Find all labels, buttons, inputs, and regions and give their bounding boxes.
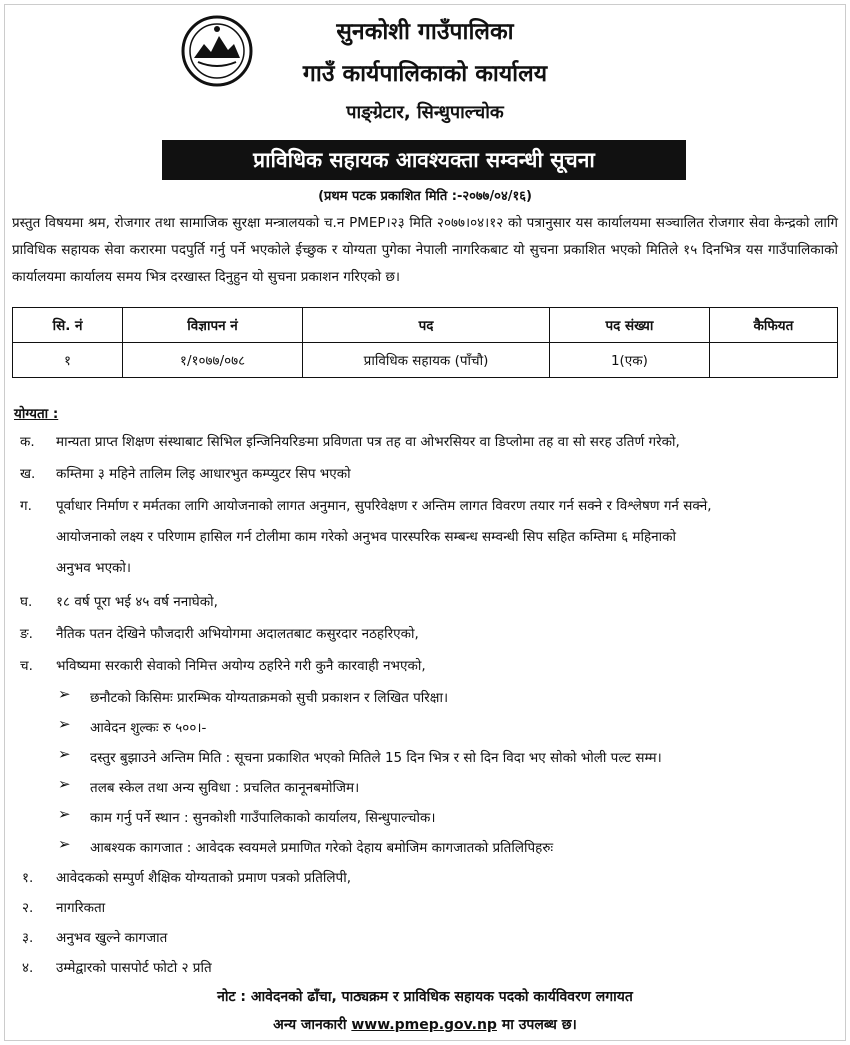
arrow-bullet-icon: ➢ <box>58 685 71 703</box>
table-header-row <box>13 308 838 343</box>
header <box>0 0 850 140</box>
col-post: पद <box>303 308 550 343</box>
doc-item: उम्मेद्वारको पासपोर्ट फोटो २ प्रति <box>56 960 212 976</box>
qual-item-line: पूर्वाधार निर्माण र मर्मतका लागि आयोजनाको लागत अनुमान, सुपरिवेक्षण र अन्तिम लागत विवरण तयार गर्न सक्ने र विश्लेषण गर्न सक्ने, <box>56 498 712 514</box>
qual-marker: घ. <box>20 594 33 610</box>
note-line-1: नोट : आवेदनको ढाँचा, पाठ्यक्रम र प्राविधिक सहायक पदको कार्यविवरण लगायत <box>217 989 633 1005</box>
info-bullet: आबश्यक कागजात : आवेदक स्वयमले प्रमाणित गरेको देहाय बमोजिम कागजातको प्रतिलिपिहरुः <box>90 840 554 856</box>
qual-item-line: अनुभव भएको। <box>56 560 132 576</box>
doc-marker: १. <box>22 870 34 886</box>
cell-post: प्राविधिक सहायक (पाँचौ) <box>303 343 550 378</box>
qual-item: १८ वर्ष पूरा भई ४५ वर्ष ननाघेको, <box>56 594 218 610</box>
info-bullet: दस्तुर बुझाउने अन्तिम मिति : सूचना प्रकाशित भएको मितिले 15 दिन भित्र र सो दिन विदा भए सोको भोली पल्ट सम्म। <box>90 750 662 766</box>
publish-date: (प्रथम पटक प्रकाशित मिति :-२०७७/०४/१६) <box>318 189 532 204</box>
note-line-2 <box>0 1015 850 1034</box>
col-remarks: कैफियत <box>709 308 837 343</box>
arrow-bullet-icon: ➢ <box>58 745 71 763</box>
qual-marker: ग. <box>20 498 32 514</box>
org-name: सुनकोशी गाउँपालिका <box>336 19 514 45</box>
col-serial: सि. नं <box>13 308 123 343</box>
office-address: पाङ्ग्रेटार, सिन्धुपाल्चोक <box>346 102 504 123</box>
doc-item: आवेदकको सम्पुर्ण शैक्षिक योग्यताको प्रमाण पत्रको प्रतिलिपी, <box>56 870 352 886</box>
posts-table <box>12 307 838 378</box>
office-name: गाउँ कार्यपालिकाको कार्यालय <box>302 61 548 87</box>
col-ad-number: विज्ञापन नं <box>123 308 303 343</box>
qual-item: मान्यता प्राप्त शिक्षण संस्थाबाट सिभिल इन्जिनियरिङमा प्रविणता पत्र तह वा ओभरसियर वा डिप्लोमा तह वा सो सरह उतिर्ण गरेको, <box>56 434 680 450</box>
qual-marker: ङ. <box>20 626 33 642</box>
cell-ad-number: १/१०७७/०७८ <box>123 343 303 378</box>
doc-marker: २. <box>22 900 34 916</box>
pmep-link[interactable]: www.pmep.gov.np <box>351 1017 497 1033</box>
qual-item: भविष्यमा सरकारी सेवाको निमित्त अयोग्य ठहरिने गरी कुनै कारवाही नभएको, <box>56 658 426 674</box>
arrow-bullet-icon: ➢ <box>58 835 71 853</box>
notice-title: प्राविधिक सहायक आवश्यक्ता सम्वन्धी सूचना <box>162 140 686 180</box>
cell-count: 1(एक) <box>550 343 710 378</box>
doc-marker: ४. <box>22 960 34 976</box>
note-prefix: अन्य जानकारी <box>273 1017 347 1033</box>
cell-remarks <box>709 343 837 378</box>
doc-marker: ३. <box>22 930 34 946</box>
qual-item: कम्तिमा ३ महिने तालिम लिइ आधारभुत कम्प्युटर सिप भएको <box>56 466 351 482</box>
arrow-bullet-icon: ➢ <box>58 715 71 733</box>
arrow-bullet-icon: ➢ <box>58 805 71 823</box>
intro-paragraph: प्रस्तुत विषयमा श्रम, रोजगार तथा सामाजिक सुरक्षा मन्त्रालयको च.न PMEP।२३ मिति २०७७।०४।१२ को पत्रानुसार यस कार्यालयमा सञ्चालित रोजगार सेवा केन्द्रको लागि प्राविधिक सहायक सेवा करारमा पदपुर्ति गर्नु पर्ने भएकोले ईच्छुक र योग्यता पुगेका नेपाली नागरिकबाट यो सुचना प्रकाशित भएको मितिले १५ दिनभित्र यस गाउँपालिकाको कार्यालयमा कार्यालय समय भित्र दरखास्त दिनुहुन यो सुचना प्रकाशन गरिएको छ। <box>12 215 838 285</box>
doc-item: नागरिकता <box>56 900 106 916</box>
info-bullet: काम गर्नु पर्ने स्थान : सुनकोशी गाउँपालिकाको कार्यालय, सिन्धुपाल्चोक। <box>90 810 436 826</box>
qual-marker: क. <box>20 434 35 450</box>
info-bullet: आवेदन शुल्कः रु ५००।- <box>90 720 207 736</box>
col-count: पद संख्या <box>550 308 710 343</box>
doc-item: अनुभव खुल्ने कागजात <box>56 930 168 946</box>
table-row <box>13 343 838 378</box>
qual-item: नैतिक पतन देखिने फौजदारी अभियोगमा अदालतबाट कसुरदार नठहरिएको, <box>56 626 419 642</box>
qual-marker: च. <box>20 658 33 674</box>
info-bullet: तलब स्केल तथा अन्य सुविधा : प्रचलित कानूनबमोजिम। <box>90 780 360 796</box>
qualification-title: योग्यता : <box>14 406 59 422</box>
cell-serial: १ <box>13 343 123 378</box>
qual-item-line: आयोजनाको लक्ष्य र परिणाम हासिल गर्न टोलीमा काम गरेको अनुभव पारस्परिक सम्बन्ध सम्वन्धी सिप सहित कम्तिमा ६ महिनाको <box>56 529 676 545</box>
info-bullet: छनौटको किसिमः प्रारम्भिक योग्यताक्रमको सुची प्रकाशन र लिखित परिक्षा। <box>90 690 449 706</box>
qual-marker: ख. <box>20 466 36 482</box>
arrow-bullet-icon: ➢ <box>58 775 71 793</box>
note-suffix: मा उपलब्ध छ। <box>501 1017 577 1033</box>
